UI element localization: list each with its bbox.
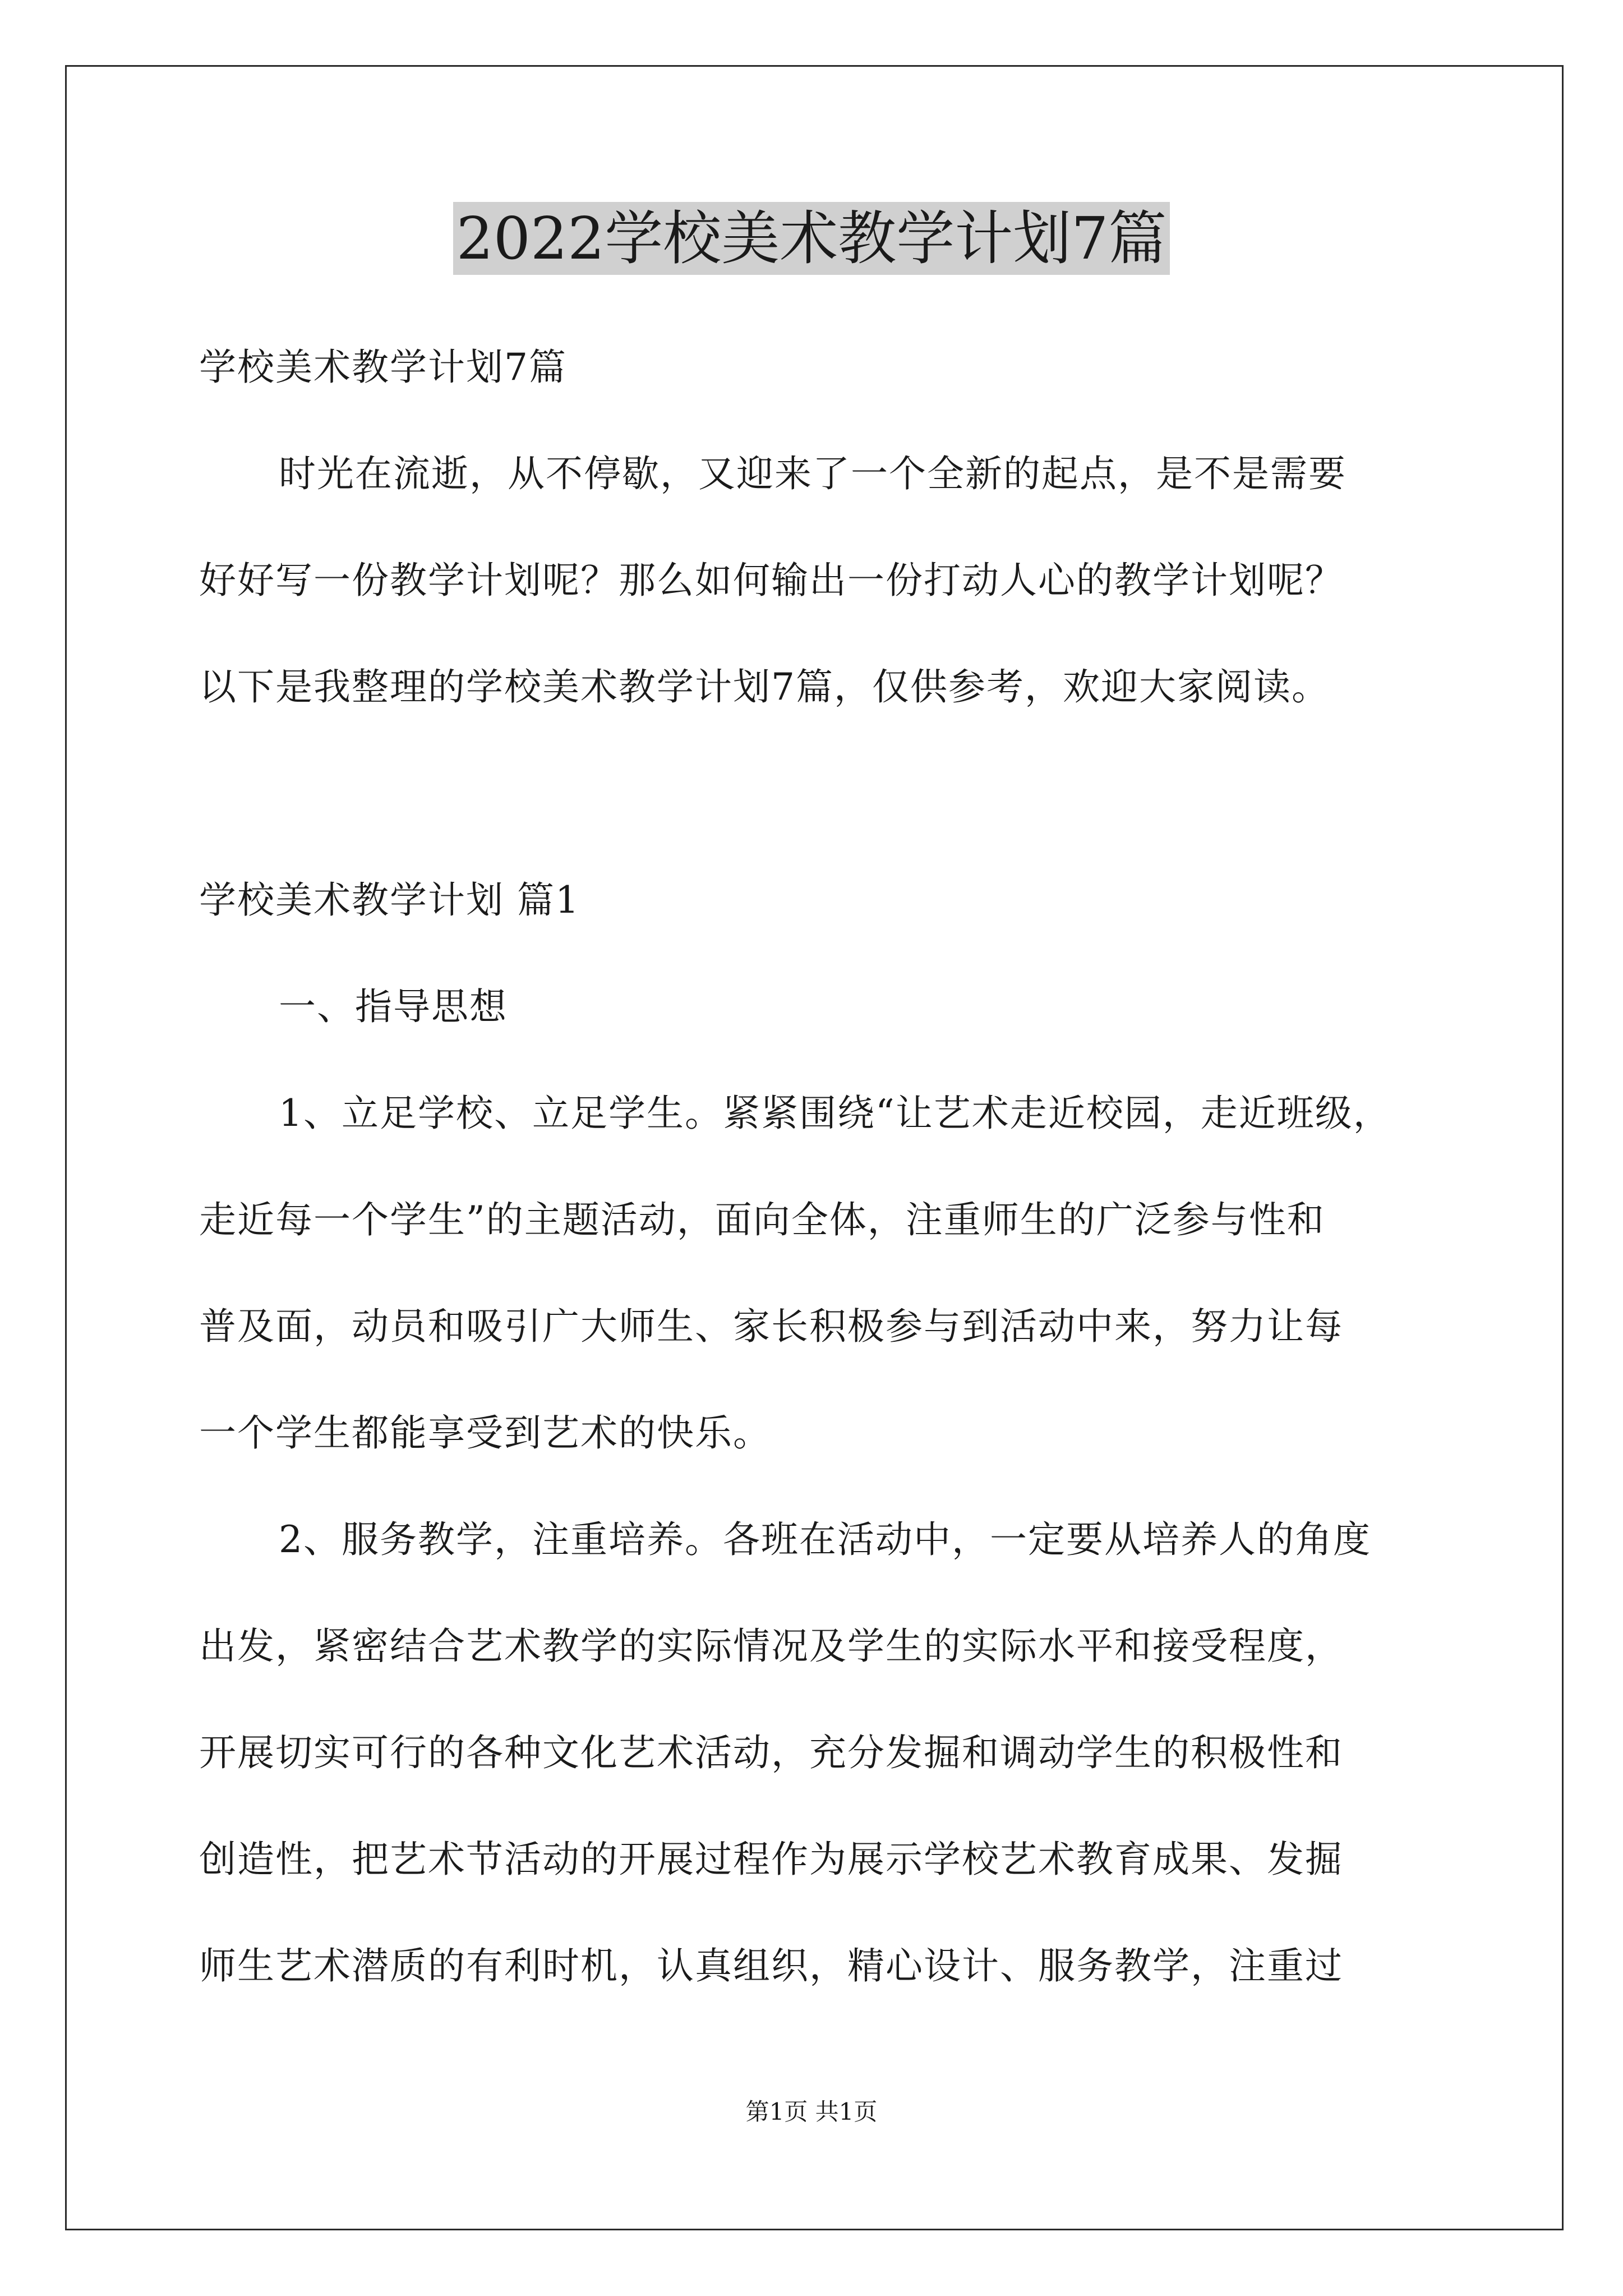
paragraph-line: 2、服务教学，注重培养。各班在活动中，一定要从培养人的角度: [279, 1518, 1371, 1561]
blank-line: [199, 740, 1433, 847]
paragraph-line: 1、立足学校、立足学生。紧紧围绕“让艺术走近校园，走近班级，: [279, 1092, 1391, 1135]
paragraph-line: 以下是我整理的学校美术教学计划7篇，仅供参考，欢迎大家阅读。: [199, 665, 1330, 708]
paragraph-line: 创造性，把艺术节活动的开展过程作为展示学校艺术教育成果、发掘: [199, 1838, 1343, 1881]
paragraph-line: 时光在流逝，从不停歇，又迎来了一个全新的起点，是不是需要: [279, 452, 1347, 495]
paragraph-line: 一个学生都能享受到艺术的快乐。: [199, 1411, 771, 1455]
title-text: 2022学校美术教学计划7篇: [453, 202, 1170, 275]
subsection-heading: 一、指导思想: [279, 985, 508, 1028]
document-title: [0, 199, 1623, 278]
subtitle-line: 学校美术教学计划7篇: [199, 346, 567, 389]
paragraph-line: 普及面，动员和吸引广大师生、家长积极参与到活动中来，努力让每: [199, 1305, 1343, 1348]
paragraph-line: 好好写一份教学计划呢？那么如何输出一份打动人心的教学计划呢？: [199, 559, 1343, 602]
paragraph-line: 开展切实可行的各种文化艺术活动，充分发掘和调动学生的积极性和: [199, 1731, 1343, 1774]
paragraph-line: 师生艺术潜质的有利时机，认真组织，精心设计、服务教学，注重过: [199, 1944, 1343, 1987]
page-number-footer: 第1页 共1页: [745, 2098, 878, 2125]
paragraph-line: 走近每一个学生”的主题活动，面向全体，注重师生的广泛参与性和: [199, 1198, 1325, 1241]
section-heading: 学校美术教学计划 篇1: [199, 878, 580, 922]
paragraph-line: 出发，紧密结合艺术教学的实际情况及学生的实际水平和接受程度，: [199, 1625, 1343, 1668]
document-body: [199, 314, 1433, 2019]
